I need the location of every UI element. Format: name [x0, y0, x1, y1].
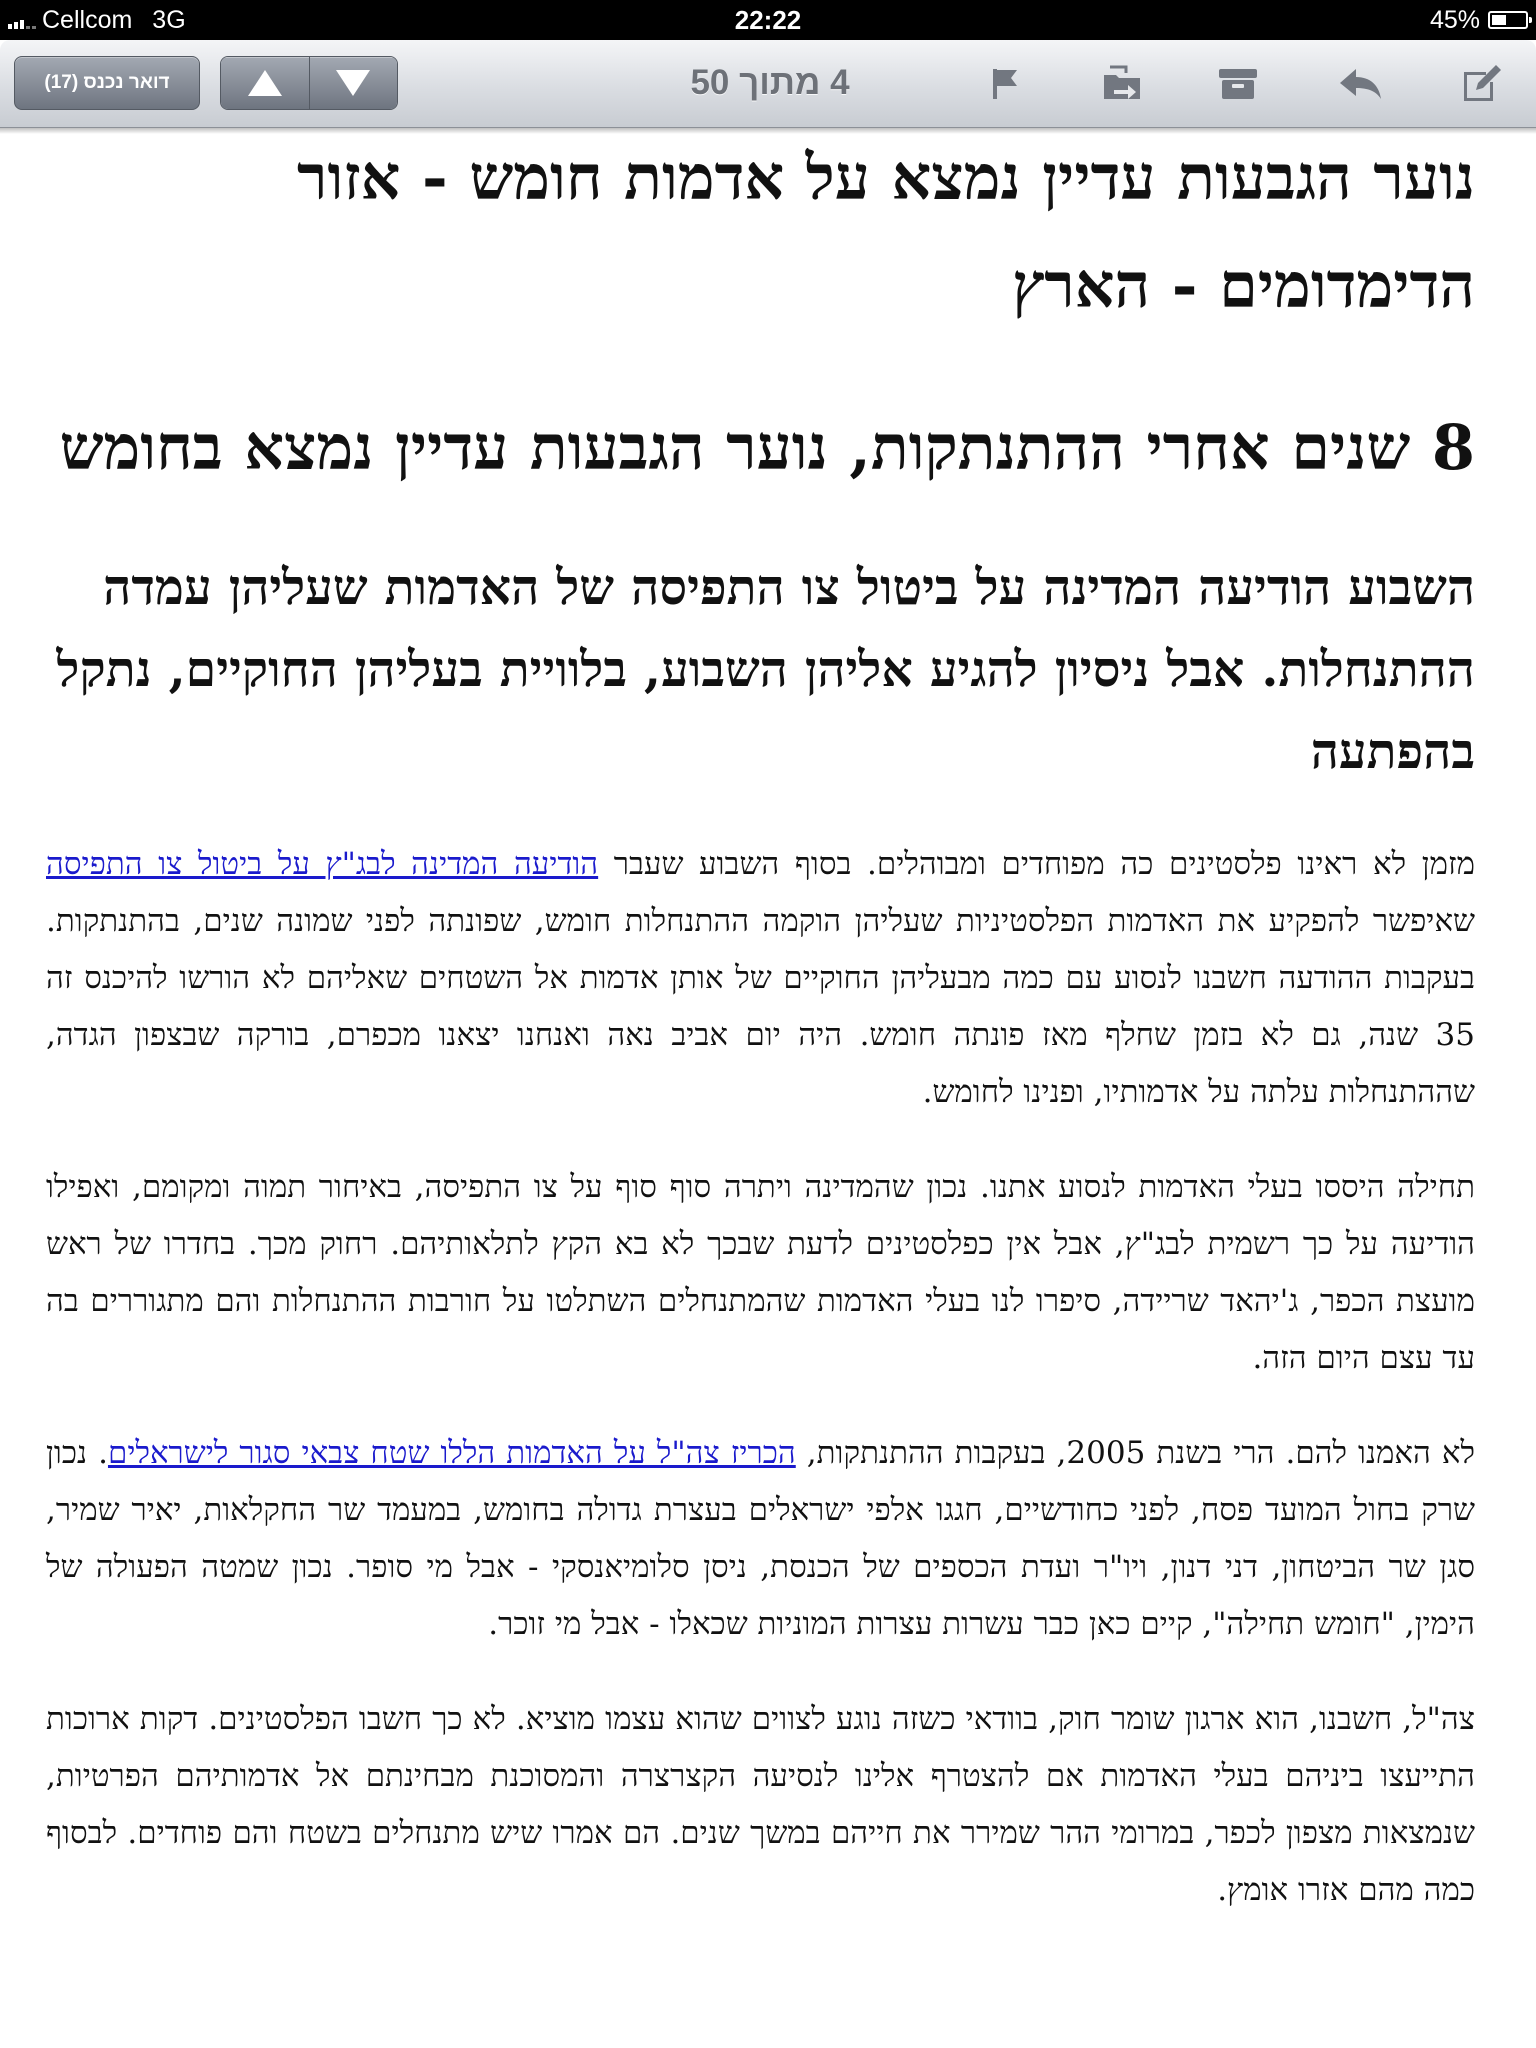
- next-message-button[interactable]: [309, 57, 398, 109]
- chevron-up-icon: [248, 70, 282, 96]
- compose-icon: [1460, 62, 1504, 104]
- inbox-back-button[interactable]: דואר נכנס (17): [14, 56, 200, 110]
- move-folder-icon: [1100, 63, 1144, 103]
- compose-button[interactable]: [1456, 60, 1508, 106]
- flag-icon: [984, 63, 1024, 103]
- chevron-down-icon: [336, 70, 370, 96]
- battery-icon: [1488, 11, 1528, 29]
- flag-button[interactable]: [978, 60, 1030, 106]
- paragraph-1-end: שאיפשר להפקיע את האדמות הפלסטיניות שעליהן הוקמה ההתנחלות חומש, שפונתה לפני שמונה שנים, בהתנתקות. בעקבות ההודעה חשבנו לנסוע עם כמה מבעליהן החוקיים של אותן אדמות אל השטחים שאליהם לא הורשו להיכנס זה 35 שנה, גם לא בזמן שחלף מאז פונתה חומש. היה יום אביב נאה ואנחנו יצאנו מכפרם, בורקה שבצפון הגדה, שההתנחלות עלתה על אדמותיו, ופנינו לחומש.: [46, 903, 1475, 1110]
- paragraph-3-start: לא האמנו להם. הרי בשנת 2005, בעקבות ההתנתקות,: [795, 1435, 1475, 1471]
- article-lead: השבוע הודיעה המדינה על ביטול צו התפיסה של האדמות שעליהן עמדה ההתנחלות. אבל ניסיון להגיע אליהן השבוע, בלוויית בעליהן החוקיים, נתקל בהפתעה: [56, 558, 1475, 780]
- battery-level: [1492, 15, 1506, 25]
- network-type: 3G: [152, 5, 186, 34]
- reply-icon: [1336, 63, 1384, 103]
- article-subtitle: 8 שנים אחרי ההתנתקות, נוער הגבעות עדיין נמצא בחומש: [59, 411, 1475, 484]
- carrier-name: Cellcom: [42, 5, 133, 34]
- archive-icon: [1216, 63, 1260, 103]
- message-counter: 4 מתוך 50: [690, 63, 850, 102]
- clock: 22:22: [734, 5, 802, 35]
- closed-military-zone-link[interactable]: הכריז צה"ל על האדמות הללו שטח צבאי סגור לישראלים: [107, 1435, 796, 1471]
- paragraph-1: [46, 836, 1475, 1121]
- paragraph-4: צה"ל, חשבנו, הוא ארגון שומר חוק, בוודאי כשזה נוגע לצווים שהוא עצמו מוציא. לא כך חשבו הפלסטינים. דקות ארוכות התייעצו ביניהם בעלי האדמות אם להצטרף אלינו לנסיעה הקצרצרה והמסוכנת מבחינתם אל אדמותיהם הפרטיות, שנמצאות מצפון לכפר, במרומי ההר שמירר את חייהם במשך שנים. הם אמרו שיש מתנחלים בשטח והם פוחדים. לבסוף כמה מהם אזרו אומץ.: [46, 1701, 1475, 1908]
- move-folder-button[interactable]: [1096, 60, 1148, 106]
- paragraph-2: תחילה היססו בעלי האדמות לנסוע אתנו. נכון שהמדינה ויתרה סוף סוף על צו התפיסה, באיחור תמוה ומקומם, ואפילו הודיעה על כך רשמית לבג"ץ, אבל אין כפלסטינים לדעת שבכך לא בא הקץ לתלאותיהם. רחוק מכך. בחדרו של ראש מועצת הכפר, ג'יהאד שריידה, סיפרו לנו בעלי האדמות שהמתנחלים השתלטו על חורבות ההתנחלות והם מתגוררים בה עד עצם היום הזה.: [46, 1169, 1475, 1376]
- reply-button[interactable]: [1334, 60, 1386, 106]
- paragraph-3: [46, 1425, 1475, 1653]
- mail-toolbar: [0, 40, 1536, 128]
- previous-message-button[interactable]: [221, 57, 309, 109]
- article-title: נוער הגבעות עדיין נמצא על אדמות חומש - אזור הדימדומים - הארץ: [297, 141, 1475, 322]
- paragraph-1-start: מזמן לא ראינו פלסטינים כה מפוחדים ומבוהלים. בסוף השבוע שעבר: [598, 846, 1475, 882]
- status-bar: [0, 0, 1536, 40]
- article: [46, 134, 1475, 1919]
- archive-button[interactable]: [1212, 60, 1264, 106]
- paragraph-3-end: . נכון שרק בחול המועד פסח, לפני כחודשיים, חגגו אלפי ישראלים בעצרת גדולה בחומש, במעמד שר החקלאות, יאיר שמיר, סגן שר הביטחון, דני דנון, ויו"ר ועדת הכספים של הכנסת, ניסן סלומיאנסקי - אבל מי סופר. נכון שמטה הפעולה של הימין, "חומש תחילה", קיים כאן כבר עשרות עצרות המוניות שכאלו - אבל מי זוכר.: [46, 1435, 1475, 1642]
- court-notice-link[interactable]: הודיעה המדינה לבג"ץ על ביטול צו התפיסה: [46, 846, 599, 882]
- status-right: [1430, 0, 1528, 40]
- message-body[interactable]: [0, 134, 1536, 2048]
- message-nav-control: [220, 56, 398, 110]
- battery-percent: 45%: [1429, 5, 1480, 34]
